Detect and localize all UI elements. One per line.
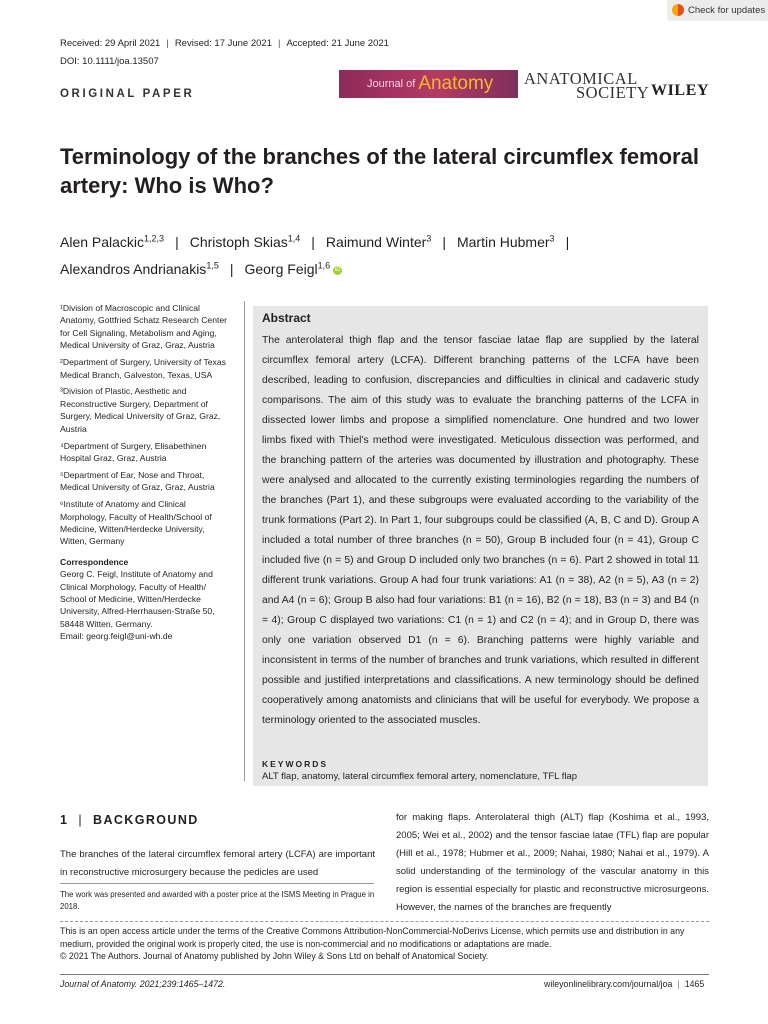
journal-logo xyxy=(339,70,518,98)
affiliation: ²Department of Surgery, University of Texas Medical Branch, Galveston, Texas, USA xyxy=(60,357,226,380)
correspondence-body: Georg C. Feigl, Institute of Anatomy and Clinical Morphology, Faculty of Health/ School of Medicine, Witten/Herdecke University, Alfred-Herrhausen-Straße 50, 58448 Witten, Germany. xyxy=(60,569,215,629)
abstract-text: The anterolateral thigh flap and the tensor fasciae latae flap are supplied by the lateral circumflex femoral artery (LCFA). Different branching patterns of the LCFA have been described, leading to confusion, discrepancies and difficulties in clinical and cadaveric study comparisons. The aim of this study was to evaluate the branching patterns of the LCFA in dissected lower limbs and propose a simplified nomenclature. One hundred and two lower limbs fixed with Thiel's method were investigated. Meticulous dissection was performed, and the branching pattern of the arteries was documented by illustration and photography. These were analysed and allocated to the currently existing terminologies regarding the numbers of the branches (Part 1), and these subgroups were evaluated according to the variability of the trunk formations (Part 2). In Part 1, four subgroups could be classified (A, B, C and D). Group A included a total number of three branches (n = 50), Group B included four (n = 41), Group C included five (n = 5) and Group D included only two branches (n = 6). Part 2 showed in total 11 different trunk variations. Group A had four trunk variations: A1 (n = 38), A2 (n = 5), A3 (n = 2) and A4 (n = 6); Group B also had four variations: B1 (n = 16), B2 (n = 18), B3 (n = 3) and B4 (n = 4); Group C displayed two variations: C1 (n = 1) and C2 (n = 4); and in Group D, there was only one variation observed D1 (n = 6). Branching patterns were highly variable and inconsistent in terms of the number of branches and trunk variations, which resulted in different possible and justified interpretations and classifications. A new terminology should be defined cooperatively among anatomists and clinicians that will be useful for everybody. We propose a terminology oriented to the associated muscles. xyxy=(262,335,699,726)
check-for-updates-button[interactable] xyxy=(668,0,768,20)
article-dates: Received: 29 April 2021 | Revised: 17 June 2021 | Accepted: 21 June 2021 xyxy=(60,38,389,49)
author-list: Alen Palackic$^{1,2,3}$ | Christoph Skias$^{1,4}$ | Raimund Winter$^3$ | Martin Hubmer$^3$ | Alexandros Andrianakis$^{1,5}$ | Georg Feigl$^{1,6}$ iD xyxy=(60,233,570,278)
author[interactable]: Martin Hubmer$^3$ xyxy=(456,233,555,250)
publisher-logo: WILEY xyxy=(651,82,710,99)
author[interactable]: Raimund Winter$^3$ xyxy=(325,233,432,250)
affiliation: ⁴Department of Surgery, Elisabethinen Hospital Graz, Graz, Austria xyxy=(60,440,207,463)
crossmark-icon xyxy=(672,4,684,16)
journal-name: Anatomy xyxy=(418,73,494,94)
author[interactable]: Christoph Skias$^{1,4}$ xyxy=(189,233,301,250)
affiliation: ⁶Institute of Anatomy and Clinical Morphology, Faculty of Health/School of Medicine, Witten/Herdecke University, Witten, Germany xyxy=(60,499,212,547)
affiliation: ³Division of Plastic, Aesthetic and Reconstructive Surgery, Department of Surgery, Medical University of Graz, Graz, Austria xyxy=(60,386,221,434)
keywords-heading: KEYWORDS xyxy=(262,759,329,769)
footnote-divider xyxy=(60,883,374,884)
revised-date: Revised: 17 June 2021 xyxy=(174,38,272,49)
abstract-heading: Abstract xyxy=(262,311,311,325)
footer-divider xyxy=(60,974,709,975)
affiliation: ⁵Department of Ear, Nose and Throat, Medical University of Graz, Graz, Austria xyxy=(60,469,215,493)
footnote: The work was presented and awarded with a poster price at the ISMS Meeting in Prague in 2018. xyxy=(60,890,375,911)
author[interactable]: Alen Palackic$^{1,2,3}$ xyxy=(60,233,165,250)
author[interactable]: Alexandros Andrianakis$^{1,5}$ xyxy=(60,260,219,278)
license-divider xyxy=(60,921,709,922)
author[interactable]: Georg Feigl$^{1,6}$ xyxy=(244,260,331,278)
copyright-statement: © 2021 The Authors. Journal of Anatomy published by John Wiley & Sons Ltd on behalf of Anatomical Society. xyxy=(60,951,489,962)
society-line2: SOCIETY xyxy=(576,83,650,102)
correspondence-heading: Correspondence xyxy=(60,556,129,567)
body-text-column-1: The branches of the lateral circumflex femoral artery (LCFA) are important in reconstructive microsurgery because the pedicles are used xyxy=(60,849,375,878)
doi[interactable]: DOI: 10.1111/joa.13507 xyxy=(60,56,159,67)
journal-website-link[interactable]: wileyonlinelibrary.com/journal/joa xyxy=(544,979,673,989)
correspondence-email[interactable]: Email: georg.feigl@uni-wh.de xyxy=(60,631,173,642)
section-heading: 1 | BACKGROUND xyxy=(60,813,199,827)
orcid-icon[interactable]: iD xyxy=(334,267,341,274)
check-for-updates-label: Check for updates xyxy=(688,4,766,16)
open-access-statement: This is an open access article under the terms of the Creative Commons Attribution-NonCommercial-NoDerivs License, which permits use and distribution in any medium, provided the original work is properly cited, the use is non-commercial and no modifications or adaptations are made. xyxy=(60,926,685,949)
footer-right: wileyonlinelibrary.com/journal/joa | 1465 xyxy=(544,979,705,989)
affiliation: ¹Division of Macroscopic and Clinical Anatomy, Gottfried Schatz Research Center for Cell Signaling, Metabolism and Aging, Medical University of Graz, Graz, Austria xyxy=(60,303,228,351)
column-divider xyxy=(244,301,245,781)
section-title: BACKGROUND xyxy=(93,813,199,827)
section-number: 1 xyxy=(60,813,69,827)
license-block xyxy=(60,925,710,963)
keywords: ALT flap, anatomy, lateral circumflex femoral artery, nomenclature, TFL flap xyxy=(262,771,578,782)
journal-of-label: Journal of xyxy=(367,78,416,90)
citation: Journal of Anatomy. 2021;239:1465–1472. xyxy=(60,979,226,989)
article-type: ORIGINAL PAPER xyxy=(60,88,195,100)
body-text-column-2: for making flaps. Anterolateral thigh (ALT) flap (Koshima et al., 1993, 2005; Wei et al., 2002) and the tensor fasciae latae (TFL) flap are popular (Hill et al., 1978; Hubmer et al., 2009; Nahai, 1980; Nahai et al., 1979). A solid understanding of the terminology of the vascular anatomy in this region is essential especially for plastic and reconstructive microsurgeons. However, the names of the branches are frequently xyxy=(396,812,709,913)
article-title: Terminology of the branches of the lateral circumflex femoral artery: Who is Who? xyxy=(60,144,699,198)
society-line1: ANATOMICAL xyxy=(524,69,638,88)
page-number: 1465 xyxy=(684,979,705,989)
received-date: Received: 29 April 2021 xyxy=(60,38,161,49)
affiliations xyxy=(60,302,232,647)
accepted-date: Accepted: 21 June 2021 xyxy=(286,38,389,49)
